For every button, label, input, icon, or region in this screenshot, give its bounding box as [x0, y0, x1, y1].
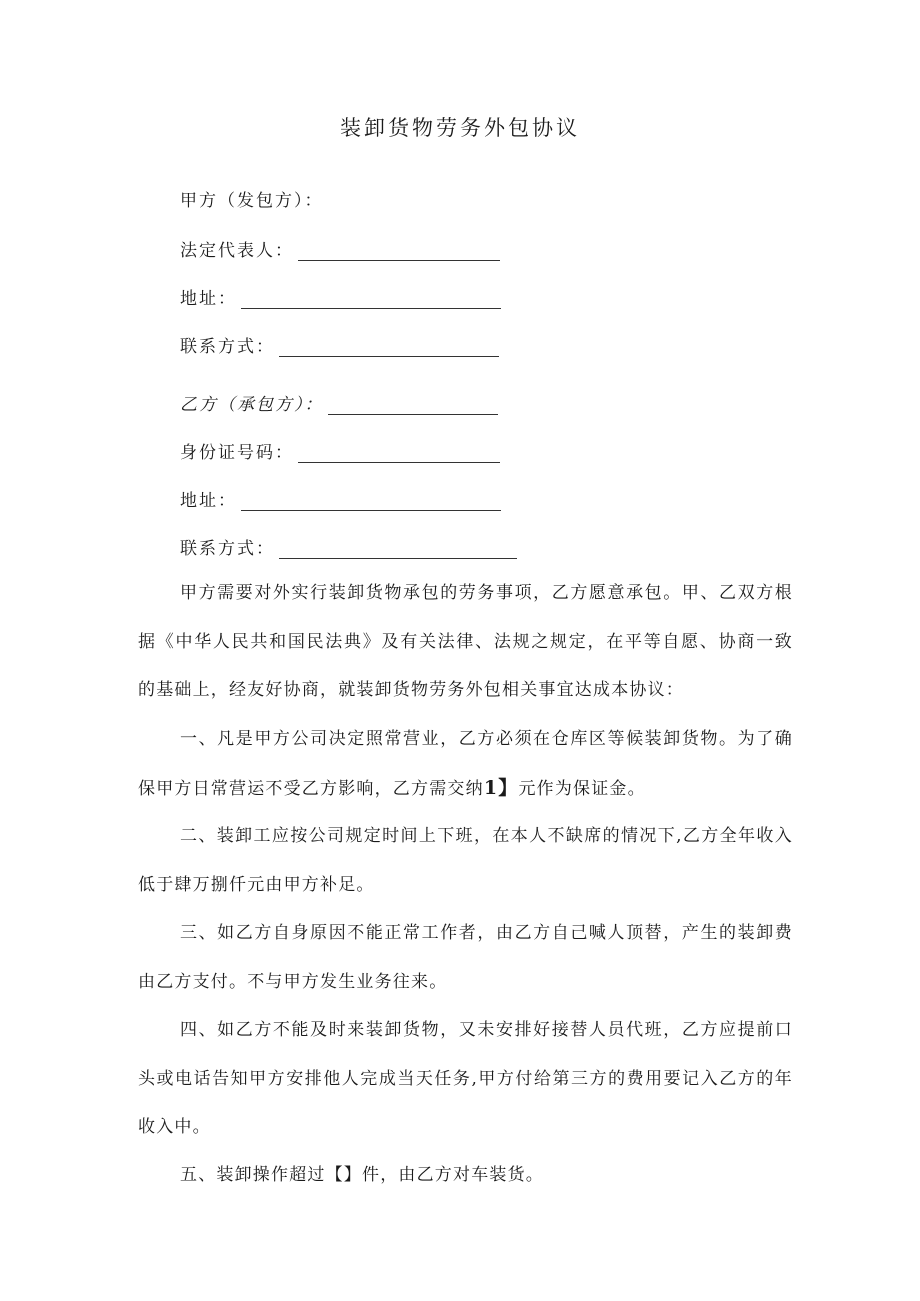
document-title: 装卸货物劳务外包协议 [340, 116, 580, 140]
party-a-address-field [180, 284, 501, 309]
party-a-legal-rep-label: 法定代表人： [180, 241, 294, 261]
clause-1-deposit-amount: 1】 [483, 776, 519, 799]
party-b-address-label: 地址： [180, 491, 237, 511]
party-b-address-blank[interactable] [241, 492, 501, 511]
clause-1 [138, 715, 793, 813]
clause-1-text-part2: 元作为保证金。 [518, 778, 646, 799]
party-a-heading [180, 186, 324, 211]
party-b-id-label: 身份证号码： [180, 443, 294, 463]
party-b-contact-field [180, 534, 517, 559]
clause-1-text-part1: 一、凡是甲方公司决定照常营业，乙方必须在仓库区等候装卸货物。为了确保甲方日常营运不受乙方影响，乙方需交纳 [138, 729, 793, 799]
party-b-name-blank[interactable] [328, 396, 498, 415]
party-a-contact-blank[interactable] [279, 338, 499, 357]
party-b-contact-blank[interactable] [279, 540, 517, 559]
clause-5: 五、装卸操作超过【】件，由乙方对车装货。 [180, 1165, 544, 1185]
party-b-contact-label: 联系方式： [180, 539, 275, 559]
party-a-legal-rep-blank[interactable] [298, 242, 500, 261]
party-a-address-label: 地址： [180, 289, 237, 309]
party-a-contact-label: 联系方式： [180, 337, 275, 357]
preamble-paragraph: 甲方需要对外实行装卸货物承包的劳务事项，乙方愿意承包。甲、乙双方根据《中华人民共和国民法典》及有关法律、法规之规定，在平等自愿、协商一致的基础上，经友好协商，就装卸货物劳务外包相关事宜达成本协议： [138, 583, 793, 700]
party-a-address-blank[interactable] [241, 290, 501, 309]
party-b-id-field [180, 438, 500, 463]
party-a-heading-text: 甲方（发包方）： [180, 191, 324, 211]
party-b-id-blank[interactable] [298, 444, 500, 463]
party-a-legal-rep-field [180, 236, 500, 261]
clause-2: 二、装卸工应按公司规定时间上下班，在本人不缺席的情况下,乙方全年收入低于肆万捌仟元由甲方补足。 [138, 826, 793, 895]
clause-3: 三、如乙方自身原因不能正常工作者，由乙方自己喊人顶替，产生的装卸费由乙方支付。不与甲方发生业务往来。 [138, 923, 793, 992]
party-b-heading: 乙方（承包方）： [180, 395, 324, 415]
party-a-contact-field [180, 332, 499, 357]
clause-4: 四、如乙方不能及时来装卸货物，又未安排好接替人员代班，乙方应提前口头或电话告知甲方安排他人完成当天任务,甲方付给第三方的费用要记入乙方的年收入中。 [138, 1020, 793, 1137]
party-b-address-field [180, 486, 501, 511]
party-b-heading-field [180, 390, 498, 415]
